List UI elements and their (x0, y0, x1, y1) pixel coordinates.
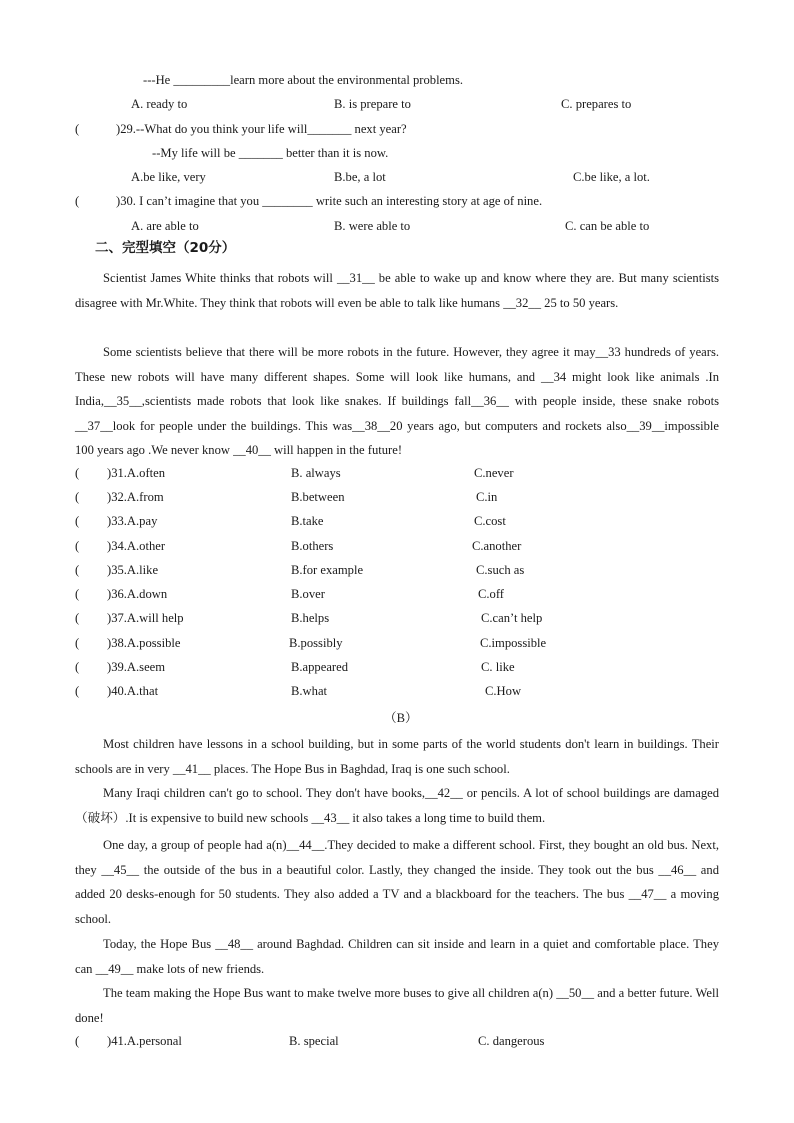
option-row-c: C.such as (476, 563, 525, 577)
passage-b-paragraph-2: Many Iraqi children can't go to school. They don't have books,__42__ or pencils. A lot of school buildings are damaged（破坏）.It is expensive to build new schools __43__ it also takes a long time to build them. (75, 786, 719, 825)
option-row-b: B.over (291, 587, 325, 601)
q28-stem: ---He _________learn more about the environmental problems. (143, 73, 463, 87)
q30-paren: ( (75, 194, 80, 208)
passage-b-paragraph-1: Most children have lessons in a school building, but in some parts of the world students don't learn in buildings. Their schools are in very __41__ places. The Hope Bus in Baghdad, Iraq is one such school. (75, 737, 719, 776)
option-row-paren: ( (75, 539, 80, 553)
option-row-paren: ( (75, 490, 80, 504)
passage-b-paragraph-5: The team making the Hope Bus want to make twelve more buses to give all children a(n) __50__ and a better future. Well done! (75, 986, 719, 1025)
q29-stem: )29.--What do you think your life will_______ next year? (116, 122, 407, 136)
q30-option-c: C. can be able to (565, 219, 650, 233)
q30-option-b: B. were able to (334, 219, 411, 233)
passage-b-paragraph-4: Today, the Hope Bus __48__ around Baghdad. Children can sit inside and learn in a quiet and comfortable place. They can __49__ make lots of new friends. (75, 937, 719, 976)
option-row-paren: ( (75, 1034, 80, 1048)
option-row-a: )38.A.possible (107, 636, 181, 650)
option-row-a: )34.A.other (107, 539, 166, 553)
option-row-c: C.impossible (480, 636, 547, 650)
passage-a-paragraph-1: Scientist James White thinks that robots will __31__ be able to wake up and know where they are. But many scientists disagree with Mr.White. They think that robots will even be able to talk like humans __32__ 25 to 50 years. (75, 271, 719, 310)
q28-option-c: C. prepares to (561, 97, 632, 111)
option-row-b: B.take (291, 514, 324, 528)
q29-option-c: C.be like, a lot. (573, 170, 650, 184)
option-row-paren: ( (75, 563, 80, 577)
q28-option-a: A. ready to (131, 97, 188, 111)
option-row-paren: ( (75, 636, 80, 650)
option-row-paren: ( (75, 466, 80, 480)
q30-option-a: A. are able to (131, 219, 199, 233)
option-row-paren: ( (75, 514, 80, 528)
option-row-b: B.helps (291, 611, 330, 625)
q28-option-b: B. is prepare to (334, 97, 411, 111)
option-row-a: )36.A.down (107, 587, 168, 601)
option-row-c: C.never (474, 466, 514, 480)
option-row-c: C.in (476, 490, 498, 504)
option-row-paren: ( (75, 660, 80, 674)
option-row-c: C.another (472, 539, 522, 553)
q29-stem-2: --My life will be _______ better than it is now. (152, 146, 389, 160)
option-row-c: C.cost (474, 514, 506, 528)
q29-option-a: A.be like, very (131, 170, 206, 184)
option-row-paren: ( (75, 587, 80, 601)
passage-b-paragraph-3: One day, a group of people had a(n)__44__.They decided to make a different school. First, they bought an old bus. Next, they __45__ the outside of the bus in a beautiful color. Lastly, they changed the inside. They took out the bus __46__ and added 20 desks-enough for 50 students. They also added a TV and a blackboard for the teachers. The bus __47__ a moving school. (75, 838, 719, 926)
option-row-c: C.can’t help (481, 611, 543, 625)
option-row-a: )41.A.personal (107, 1034, 182, 1048)
option-row-b: B.for example (291, 563, 364, 577)
passage-a-paragraph-2: Some scientists believe that there will be more robots in the future. However, they agree it may__33 hundreds of years. These new robots will have many different shapes. Some will look like humans, and __34 might look like animals .In India,__35__,scientists made robots that look like snakes. If buildings fall__36__ with people inside, these snake robots __37__look for people under the buildings. This was__38__20 years ago, but computers and rockets also__39__impossible 100 years ago .We never know __40__ will happen in the future! (75, 345, 719, 457)
option-row-c: C.off (478, 587, 505, 601)
option-row-paren: ( (75, 611, 80, 625)
option-row-a: )31.A.often (107, 466, 166, 480)
section-heading-cloze: 二、完型填空（20分） (95, 240, 236, 256)
option-row-b: B.between (291, 490, 345, 504)
option-row-b: B.others (291, 539, 334, 553)
option-row-paren: ( (75, 684, 80, 698)
option-row-a: )39.A.seem (107, 660, 166, 674)
q29-paren: ( (75, 122, 80, 136)
option-row-b: B.what (291, 684, 328, 698)
option-row-a: )35.A.like (107, 563, 159, 577)
option-row-c: C.How (485, 684, 522, 698)
option-row-b: B. always (291, 466, 341, 480)
option-row-a: )37.A.will help (107, 611, 184, 625)
option-row-b: B.possibly (289, 636, 343, 650)
q30-stem: )30. I can’t imagine that you ________ write such an interesting story at age of nine. (116, 194, 543, 208)
option-row-a: )33.A.pay (107, 514, 158, 528)
q29-option-b: B.be, a lot (334, 170, 386, 184)
option-row-a: )32.A.from (107, 490, 164, 504)
option-row-a: )40.A.that (107, 684, 159, 698)
option-row-b: B.appeared (291, 660, 348, 674)
option-row-c: C. dangerous (478, 1034, 545, 1048)
option-row-c: C. like (481, 660, 515, 674)
option-row-b: B. special (289, 1034, 339, 1048)
passage-b-title: （B） (384, 711, 418, 725)
